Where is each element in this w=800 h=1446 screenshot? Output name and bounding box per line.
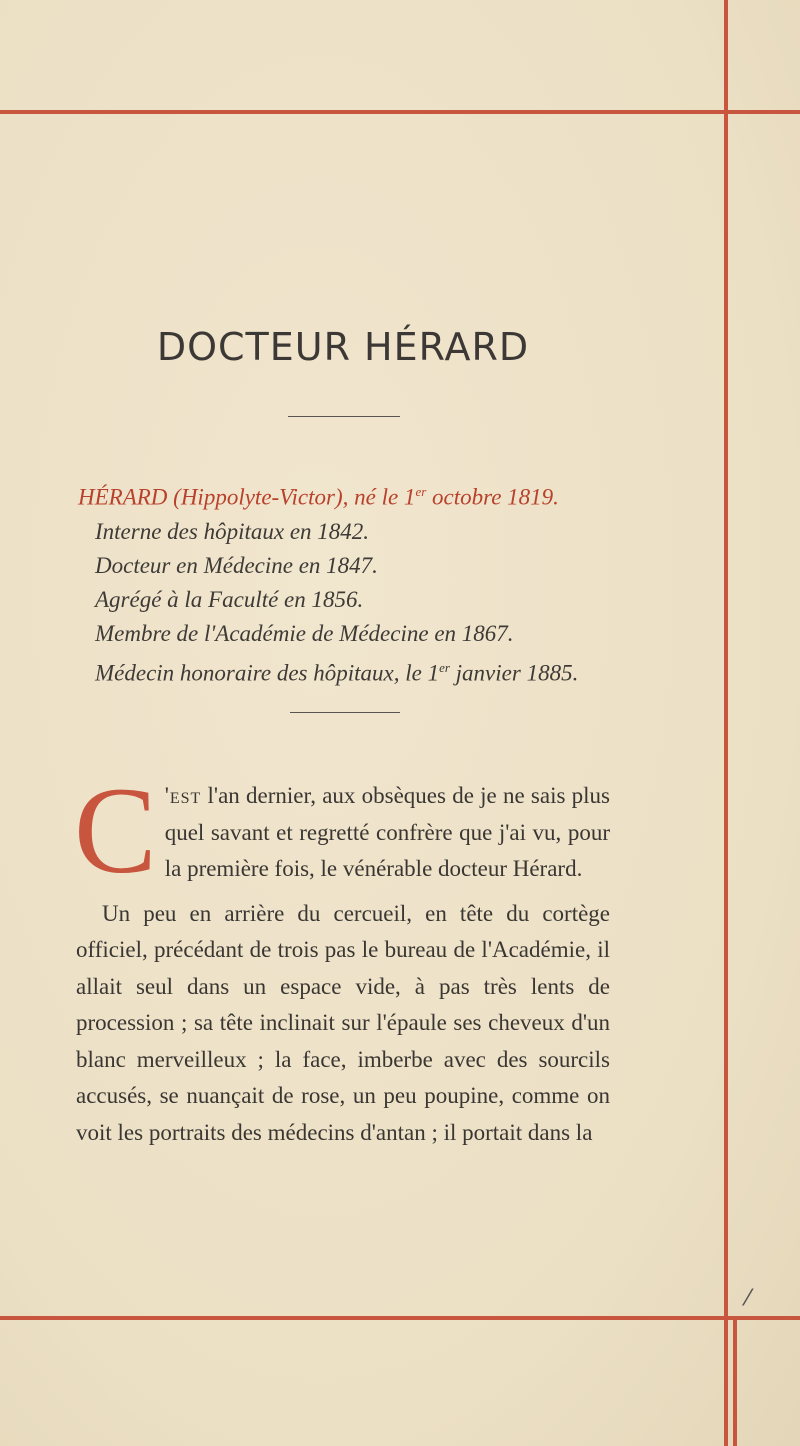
separator-bottom [290, 712, 400, 713]
bio-line-membre: Membre de l'Académie de Médecine en 1867. [95, 620, 514, 646]
page-title: DOCTEUR HÉRARD [156, 325, 530, 369]
paragraph-1 [74, 762, 610, 899]
bio-birth-sup: er [415, 484, 427, 499]
bio-line-docteur: Docteur en Médecine en 1847. [95, 552, 378, 578]
separator-top [288, 416, 400, 417]
bio-honoraire-date: janvier 1885. [449, 660, 579, 686]
bio-line-birth [78, 475, 638, 515]
bio-birth-date: octobre 1819. [426, 484, 559, 510]
paragraph-1-text: l'an dernier, aux obsèques de je ne sais plus quel savant et regretté confrère que j'ai vu, pour la première fois, le vénérable docteur Hérard. [164, 783, 610, 881]
bio-line-agrege: Agrégé à la Faculté en 1856. [95, 586, 364, 612]
opening-small-caps: 'est [164, 783, 202, 808]
right-border-rule-outer [733, 1318, 737, 1446]
biography-block [78, 475, 638, 690]
bio-line-interne: Interne des hôpitaux en 1842. [95, 518, 370, 544]
paragraph-2: Un peu en arrière du cercueil, en tête du cortège officiel, précédant de trois pas le bureau de l'Académie, il allait seul dans un espace vide, à pas très lents de procession ; sa tête inclinait sur l'épaule ses cheveux d'un blanc merveilleux ; la face, imberbe avec des sourcils accusés, se nuançait de rose, un peu poupine, comme on voit les portraits des médecins d'antan ; il portait dans la [76, 900, 610, 1145]
bio-honoraire-sup: er [439, 659, 450, 675]
bio-honoraire-text: Médecin honoraire des hôpitaux, le 1 [95, 660, 440, 686]
top-border-rule [0, 110, 800, 114]
pencil-mark: ⁄ [746, 1286, 750, 1311]
bio-birth-text: HÉRARD (Hippolyte-Victor), né le 1 [78, 484, 416, 510]
body-text [74, 762, 610, 1151]
right-border-rule [724, 0, 728, 1446]
drop-cap-letter: C [74, 762, 157, 899]
bio-line-honoraire [78, 651, 638, 691]
bottom-border-rule [0, 1316, 800, 1320]
